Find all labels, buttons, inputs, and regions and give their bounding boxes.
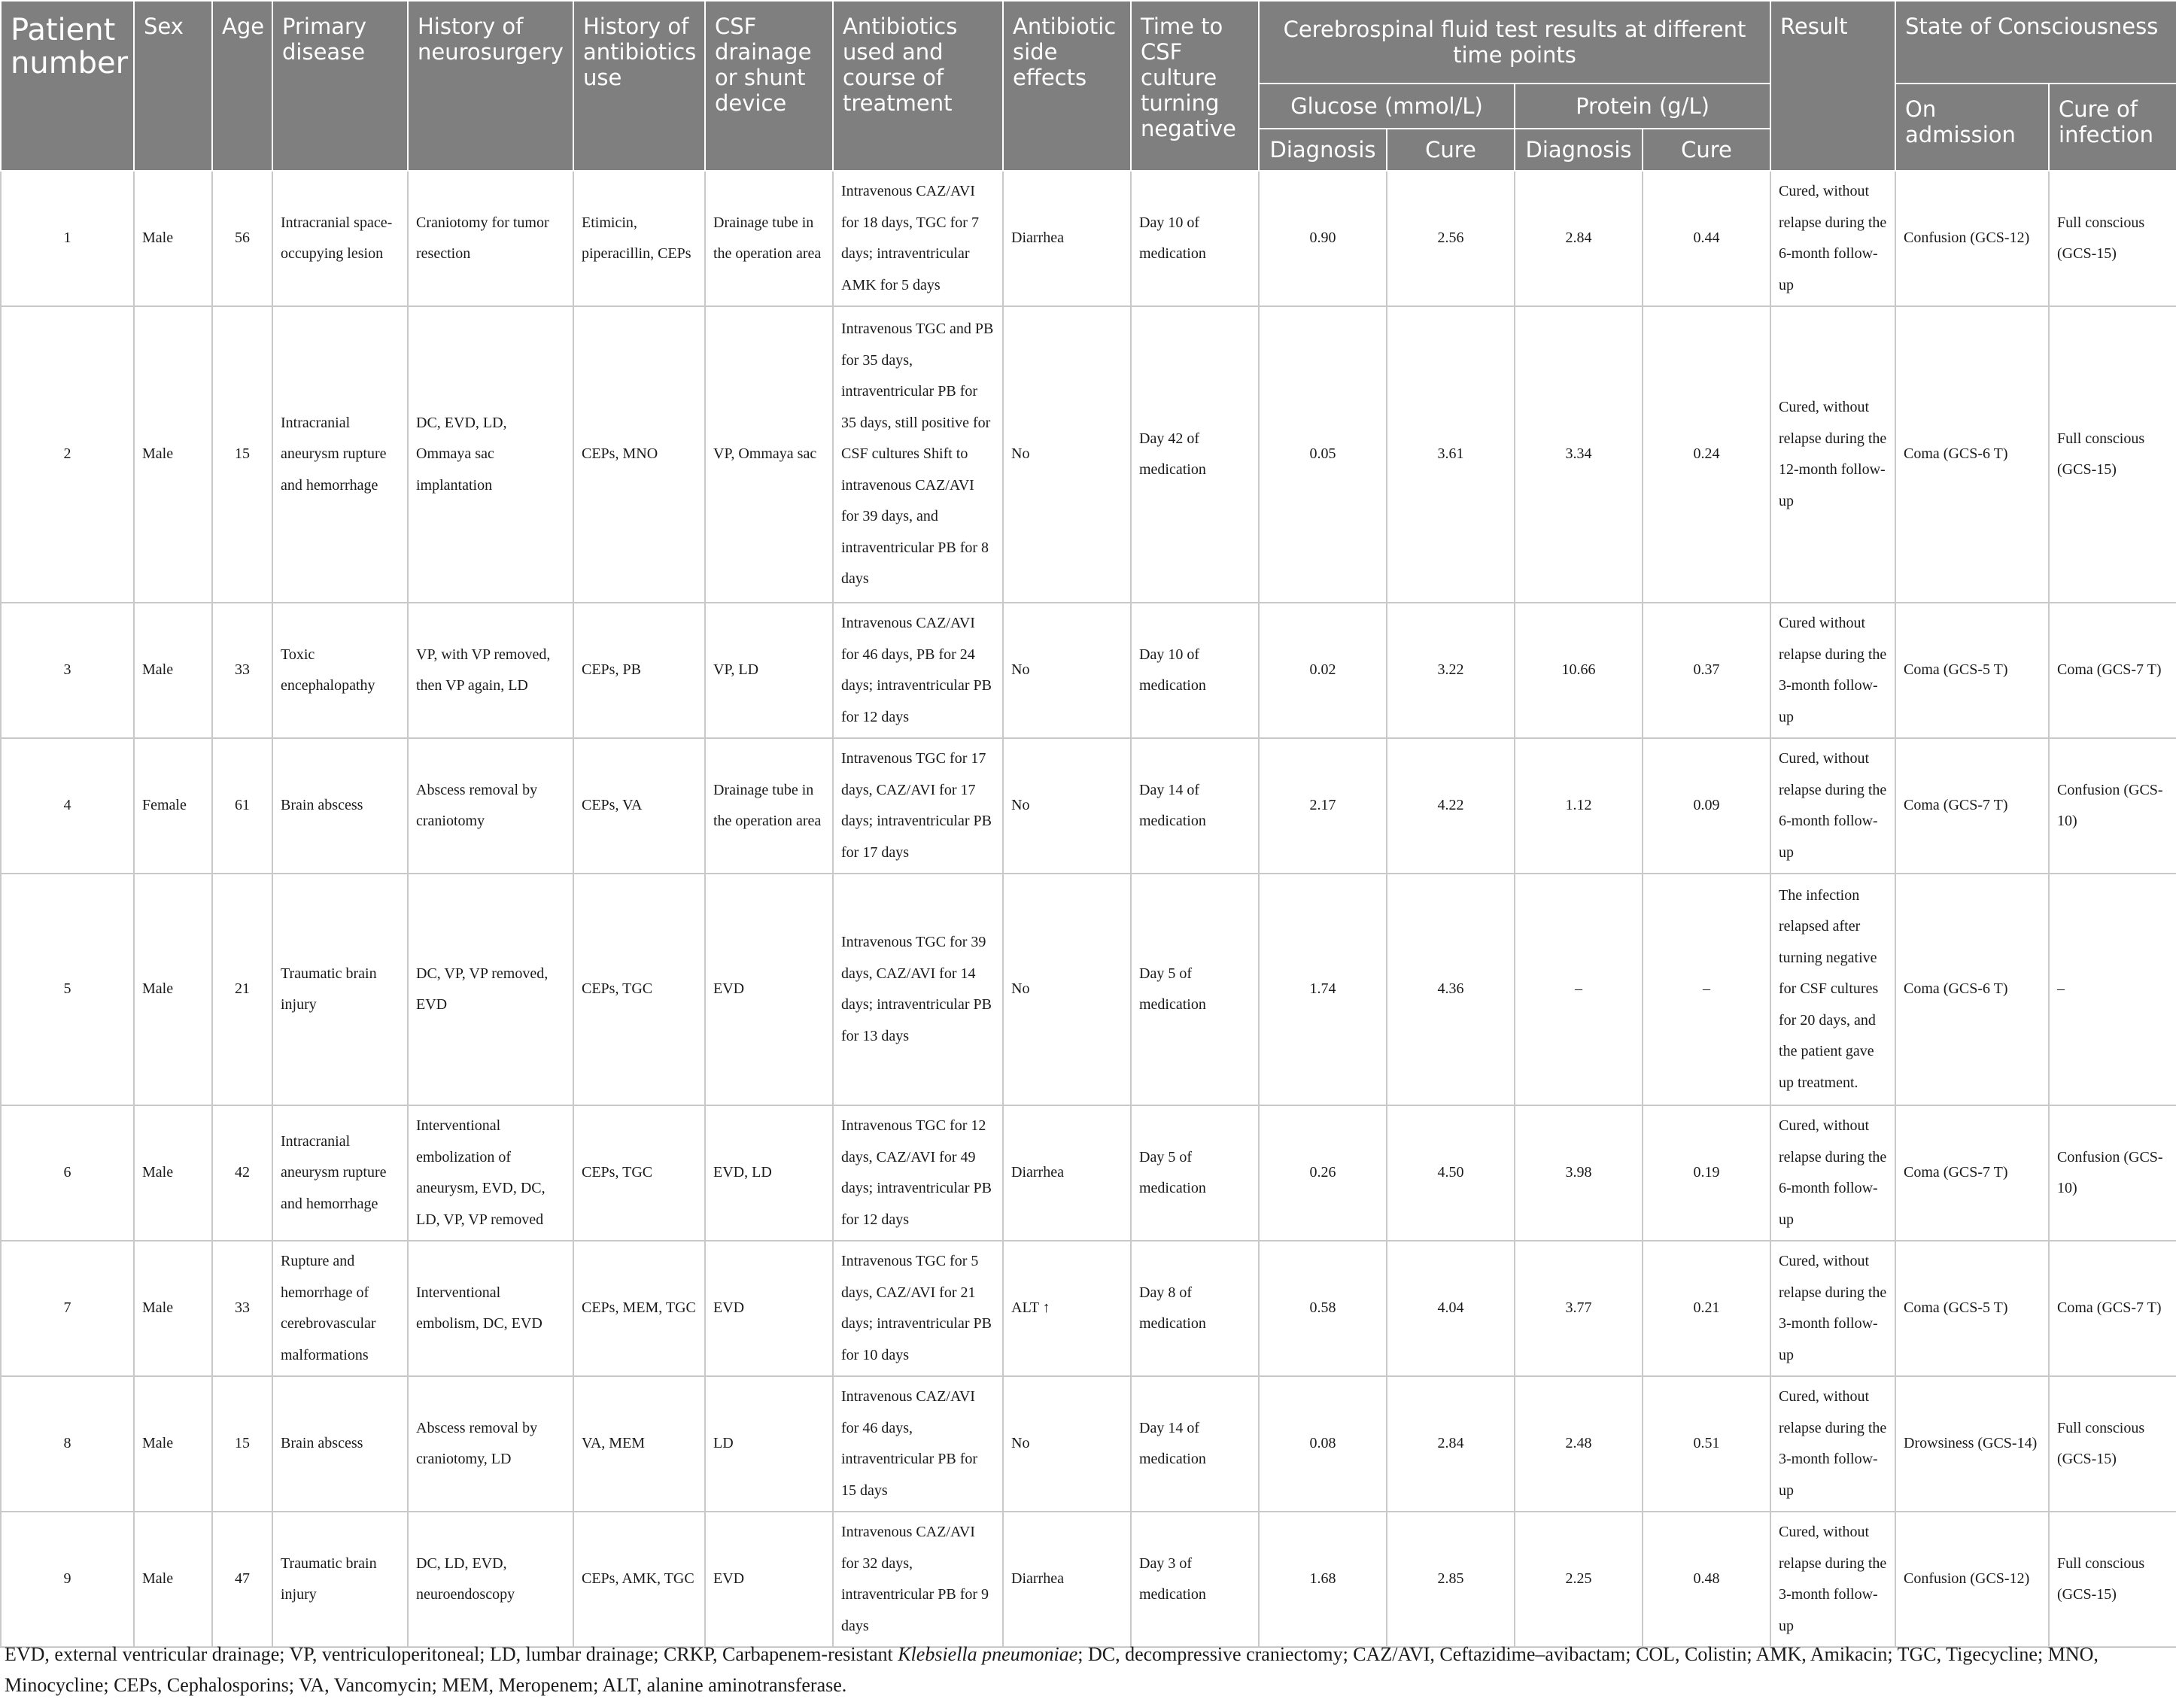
table-row — [1, 1376, 2176, 1512]
cell-neurosurgery-history: VP, with VP removed, then VP again, LD — [408, 603, 573, 738]
cell-patient-number: 8 — [1, 1376, 134, 1512]
cell-consciousness-admission: Confusion (GCS-12) — [1895, 171, 2049, 306]
cell-glucose-diagnosis: 0.08 — [1259, 1376, 1387, 1512]
cell-result: The infection relapsed after turning negative for CSF cultures for 20 days, and the patient gave up treatment. — [1770, 874, 1895, 1105]
header-primary-disease: Primary disease — [272, 1, 408, 171]
cell-consciousness-admission: Drowsiness (GCS-14) — [1895, 1376, 2049, 1512]
table-row — [1, 171, 2176, 306]
cell-protein-diagnosis: 1.12 — [1515, 738, 1643, 874]
cell-side-effects: Diarrhea — [1003, 1512, 1131, 1647]
cell-protein-diagnosis: – — [1515, 874, 1643, 1105]
header-patient-number: Patient number — [1, 1, 134, 171]
table-footnote — [0, 1639, 2171, 1700]
cell-sex: Male — [134, 1105, 212, 1241]
cell-primary-disease: Brain abscess — [272, 1376, 408, 1512]
header-protein-diagnosis: Diagnosis — [1515, 129, 1643, 171]
cell-protein-cure: 0.48 — [1643, 1512, 1770, 1647]
cell-antibiotics-course: Intravenous TGC for 12 days, CAZ/AVI for 49 days; intraventricular PB for 12 days — [833, 1105, 1003, 1241]
cell-glucose-cure: 4.04 — [1387, 1241, 1515, 1376]
cell-age: 47 — [212, 1512, 272, 1647]
cell-drainage-device: Drainage tube in the operation area — [705, 738, 833, 874]
cell-age: 42 — [212, 1105, 272, 1241]
cell-glucose-cure: 3.61 — [1387, 306, 1515, 603]
cell-antibiotics-history: VA, MEM — [573, 1376, 705, 1512]
header-antibiotics-course: Antibiotics used and course of treatment — [833, 1, 1003, 171]
cell-primary-disease: Intracranial aneurysm rupture and hemorrhage — [272, 1105, 408, 1241]
cell-patient-number: 2 — [1, 306, 134, 603]
cell-primary-disease: Intracranial aneurysm rupture and hemorrhage — [272, 306, 408, 603]
cell-consciousness-cure: Confusion (GCS-10) — [2049, 738, 2176, 874]
cell-protein-cure: 0.09 — [1643, 738, 1770, 874]
cell-antibiotics-course: Intravenous CAZ/AVI for 32 days, intraventricular PB for 9 days — [833, 1512, 1003, 1647]
header-on-admission: On admission — [1895, 84, 2049, 171]
cell-consciousness-cure: Full conscious (GCS-15) — [2049, 1512, 2176, 1647]
cell-drainage-device: VP, LD — [705, 603, 833, 738]
cell-sex: Male — [134, 1241, 212, 1376]
cell-antibiotics-history: Etimicin, piperacillin, CEPs — [573, 171, 705, 306]
cell-age: 15 — [212, 1376, 272, 1512]
cell-drainage-device: VP, Ommaya sac — [705, 306, 833, 603]
cell-glucose-cure: 4.22 — [1387, 738, 1515, 874]
cell-consciousness-cure: – — [2049, 874, 2176, 1105]
cell-drainage-device: EVD — [705, 874, 833, 1105]
header-protein-cure: Cure — [1643, 129, 1770, 171]
cell-protein-diagnosis: 2.84 — [1515, 171, 1643, 306]
table-row — [1, 603, 2176, 738]
cell-time-negative: Day 10 of medication — [1131, 171, 1259, 306]
header-sex: Sex — [134, 1, 212, 171]
cell-glucose-cure: 2.56 — [1387, 171, 1515, 306]
cell-patient-number: 1 — [1, 171, 134, 306]
cell-side-effects: No — [1003, 738, 1131, 874]
cell-protein-diagnosis: 3.77 — [1515, 1241, 1643, 1376]
cell-protein-diagnosis: 3.98 — [1515, 1105, 1643, 1241]
cell-protein-diagnosis: 2.48 — [1515, 1376, 1643, 1512]
cell-drainage-device: EVD — [705, 1512, 833, 1647]
cell-consciousness-admission: Coma (GCS-5 T) — [1895, 1241, 2049, 1376]
cell-sex: Male — [134, 1376, 212, 1512]
cell-age: 33 — [212, 603, 272, 738]
cell-antibiotics-course: Intravenous TGC for 17 days, CAZ/AVI for 17 days; intraventricular PB for 17 days — [833, 738, 1003, 874]
cell-result: Cured, without relapse during the 6-month follow-up — [1770, 1105, 1895, 1241]
table-header — [1, 1, 2176, 171]
header-side-effects: Antibiotic side effects — [1003, 1, 1131, 171]
footnote-italic-organism: Klebsiella pneumoniae — [898, 1643, 1078, 1665]
cell-result: Cured without relapse during the 3-month follow-up — [1770, 603, 1895, 738]
cell-primary-disease: Rupture and hemorrhage of cerebrovascular malformations — [272, 1241, 408, 1376]
cell-age: 33 — [212, 1241, 272, 1376]
cell-antibiotics-history: CEPs, MEM, TGC — [573, 1241, 705, 1376]
cell-drainage-device: Drainage tube in the operation area — [705, 171, 833, 306]
cell-glucose-diagnosis: 0.02 — [1259, 603, 1387, 738]
cell-time-negative: Day 42 of medication — [1131, 306, 1259, 603]
cell-consciousness-cure: Full conscious (GCS-15) — [2049, 1376, 2176, 1512]
cell-consciousness-cure: Confusion (GCS-10) — [2049, 1105, 2176, 1241]
cell-patient-number: 9 — [1, 1512, 134, 1647]
table-row — [1, 1241, 2176, 1376]
cell-glucose-diagnosis: 0.90 — [1259, 171, 1387, 306]
cell-time-negative: Day 3 of medication — [1131, 1512, 1259, 1647]
cell-primary-disease: Toxic encephalopathy — [272, 603, 408, 738]
header-csf-drainage: CSF drainage or shunt device — [705, 1, 833, 171]
header-cure-of-infection: Cure of infection — [2049, 84, 2176, 171]
cell-neurosurgery-history: DC, VP, VP removed, EVD — [408, 874, 573, 1105]
cell-sex: Male — [134, 874, 212, 1105]
cell-age: 56 — [212, 171, 272, 306]
cell-sex: Male — [134, 171, 212, 306]
cell-protein-cure: 0.51 — [1643, 1376, 1770, 1512]
cell-consciousness-cure: Coma (GCS-7 T) — [2049, 603, 2176, 738]
cell-consciousness-cure: Coma (GCS-7 T) — [2049, 1241, 2176, 1376]
table-row — [1, 874, 2176, 1105]
cell-protein-diagnosis: 2.25 — [1515, 1512, 1643, 1647]
cell-neurosurgery-history: Interventional embolization of aneurysm, EVD, DC, LD, VP, VP removed — [408, 1105, 573, 1241]
cell-consciousness-admission: Coma (GCS-5 T) — [1895, 603, 2049, 738]
cell-sex: Male — [134, 306, 212, 603]
cell-primary-disease: Traumatic brain injury — [272, 1512, 408, 1647]
cell-antibiotics-history: CEPs, PB — [573, 603, 705, 738]
cell-sex: Female — [134, 738, 212, 874]
cell-drainage-device: LD — [705, 1376, 833, 1512]
header-csf-results: Cerebrospinal fluid test results at different time points — [1259, 1, 1770, 84]
cell-neurosurgery-history: Abscess removal by craniotomy, LD — [408, 1376, 573, 1512]
table-row — [1, 1512, 2176, 1647]
cell-consciousness-admission: Coma (GCS-6 T) — [1895, 874, 2049, 1105]
cell-antibiotics-history: CEPs, TGC — [573, 874, 705, 1105]
cell-protein-cure: 0.21 — [1643, 1241, 1770, 1376]
cell-neurosurgery-history: DC, EVD, LD, Ommaya sac implantation — [408, 306, 573, 603]
cell-time-negative: Day 5 of medication — [1131, 874, 1259, 1105]
cell-patient-number: 3 — [1, 603, 134, 738]
cell-antibiotics-course: Intravenous TGC for 39 days, CAZ/AVI for 14 days; intraventricular PB for 13 days — [833, 874, 1003, 1105]
cell-protein-cure: – — [1643, 874, 1770, 1105]
cell-side-effects: No — [1003, 603, 1131, 738]
cell-protein-cure: 0.44 — [1643, 171, 1770, 306]
cell-result: Cured, without relapse during the 3-month follow-up — [1770, 1376, 1895, 1512]
cell-time-negative: Day 8 of medication — [1131, 1241, 1259, 1376]
cell-drainage-device: EVD — [705, 1241, 833, 1376]
cell-glucose-diagnosis: 1.68 — [1259, 1512, 1387, 1647]
cell-side-effects: No — [1003, 306, 1131, 603]
cell-neurosurgery-history: Interventional embolism, DC, EVD — [408, 1241, 573, 1376]
cell-antibiotics-history: CEPs, TGC — [573, 1105, 705, 1241]
cell-neurosurgery-history: Abscess removal by craniotomy — [408, 738, 573, 874]
cell-glucose-diagnosis: 2.17 — [1259, 738, 1387, 874]
cell-neurosurgery-history: Craniotomy for tumor resection — [408, 171, 573, 306]
cell-time-negative: Day 14 of medication — [1131, 738, 1259, 874]
header-time-negative: Time to CSF culture turning negative — [1131, 1, 1259, 171]
cell-antibiotics-course: Intravenous CAZ/AVI for 18 days, TGC for 7 days; intraventricular AMK for 5 days — [833, 171, 1003, 306]
header-glucose: Glucose (mmol/L) — [1259, 84, 1515, 129]
header-history-antibiotics: History of antibiotics use — [573, 1, 705, 171]
cell-glucose-cure: 4.36 — [1387, 874, 1515, 1105]
cell-glucose-cure: 4.50 — [1387, 1105, 1515, 1241]
table-row — [1, 738, 2176, 874]
cell-result: Cured, without relapse during the 6-month follow-up — [1770, 738, 1895, 874]
cell-age: 61 — [212, 738, 272, 874]
cell-time-negative: Day 5 of medication — [1131, 1105, 1259, 1241]
cell-result: Cured, without relapse during the 3-month follow-up — [1770, 1512, 1895, 1647]
cell-antibiotics-course: Intravenous CAZ/AVI for 46 days, PB for 24 days; intraventricular PB for 12 days — [833, 603, 1003, 738]
cell-antibiotics-course: Intravenous CAZ/AVI for 46 days, intraventricular PB for 15 days — [833, 1376, 1003, 1512]
cell-sex: Male — [134, 603, 212, 738]
footnote-text-start: EVD, external ventricular drainage; VP, ventriculoperitoneal; LD, lumbar drainage; CRKP, Carbapenem-resistant — [5, 1643, 898, 1665]
cell-consciousness-admission: Coma (GCS-6 T) — [1895, 306, 2049, 603]
cell-antibiotics-history: CEPs, AMK, TGC — [573, 1512, 705, 1647]
cell-sex: Male — [134, 1512, 212, 1647]
cell-side-effects: No — [1003, 874, 1131, 1105]
cell-consciousness-cure: Full conscious (GCS-15) — [2049, 306, 2176, 603]
cell-antibiotics-course: Intravenous TGC for 5 days, CAZ/AVI for 21 days; intraventricular PB for 10 days — [833, 1241, 1003, 1376]
cell-patient-number: 5 — [1, 874, 134, 1105]
cell-antibiotics-history: CEPs, VA — [573, 738, 705, 874]
cell-antibiotics-history: CEPs, MNO — [573, 306, 705, 603]
cell-result: Cured, without relapse during the 12-month follow-up — [1770, 306, 1895, 603]
cell-patient-number: 6 — [1, 1105, 134, 1241]
cell-result: Cured, without relapse during the 6-month follow-up — [1770, 171, 1895, 306]
cell-side-effects: ALT ↑ — [1003, 1241, 1131, 1376]
cell-side-effects: No — [1003, 1376, 1131, 1512]
header-consciousness: State of Consciousness — [1895, 1, 2176, 84]
cell-protein-diagnosis: 3.34 — [1515, 306, 1643, 603]
footnote-text-end: ; DC, decompressive craniectomy; CAZ/AVI, Ceftazidime–avibactam; COL, Colistin; AMK, Amikacin; TGC, Tigecycline; MNO, Minocycline; CEPs, Cephalosporins; VA, Vancomycin; MEM, Meropenem; ALT, alanine aminotransferase. — [5, 1643, 2099, 1696]
header-history-neurosurgery: History of neurosurgery — [408, 1, 573, 171]
cell-age: 21 — [212, 874, 272, 1105]
table-row — [1, 306, 2176, 603]
cell-consciousness-cure: Full conscious (GCS-15) — [2049, 171, 2176, 306]
cell-protein-cure: 0.19 — [1643, 1105, 1770, 1241]
cell-protein-cure: 0.37 — [1643, 603, 1770, 738]
cell-glucose-diagnosis: 1.74 — [1259, 874, 1387, 1105]
cell-patient-number: 4 — [1, 738, 134, 874]
cell-consciousness-admission: Coma (GCS-7 T) — [1895, 1105, 2049, 1241]
cell-protein-diagnosis: 10.66 — [1515, 603, 1643, 738]
header-glucose-diagnosis: Diagnosis — [1259, 129, 1387, 171]
cell-neurosurgery-history: DC, LD, EVD, neuroendoscopy — [408, 1512, 573, 1647]
cell-consciousness-admission: Coma (GCS-7 T) — [1895, 738, 2049, 874]
cell-time-negative: Day 10 of medication — [1131, 603, 1259, 738]
cell-glucose-cure: 3.22 — [1387, 603, 1515, 738]
header-protein: Protein (g/L) — [1515, 84, 1770, 129]
cell-antibiotics-course: Intravenous TGC and PB for 35 days, intraventricular PB for 35 days, still positive for CSF cultures Shift to intravenous CAZ/AVI for 39 days, and intraventricular PB for 8 days — [833, 306, 1003, 603]
cell-side-effects: Diarrhea — [1003, 171, 1131, 306]
cell-primary-disease: Intracranial space-occupying lesion — [272, 171, 408, 306]
cell-age: 15 — [212, 306, 272, 603]
cell-glucose-cure: 2.85 — [1387, 1512, 1515, 1647]
cell-primary-disease: Brain abscess — [272, 738, 408, 874]
cell-glucose-diagnosis: 0.26 — [1259, 1105, 1387, 1241]
cell-protein-cure: 0.24 — [1643, 306, 1770, 603]
table-body — [1, 171, 2176, 1647]
cell-glucose-diagnosis: 0.05 — [1259, 306, 1387, 603]
cell-drainage-device: EVD, LD — [705, 1105, 833, 1241]
cell-glucose-diagnosis: 0.58 — [1259, 1241, 1387, 1376]
header-result: Result — [1770, 1, 1895, 171]
cell-primary-disease: Traumatic brain injury — [272, 874, 408, 1105]
header-glucose-cure: Cure — [1387, 129, 1515, 171]
cell-time-negative: Day 14 of medication — [1131, 1376, 1259, 1512]
cell-result: Cured, without relapse during the 3-month follow-up — [1770, 1241, 1895, 1376]
cell-patient-number: 7 — [1, 1241, 134, 1376]
cell-glucose-cure: 2.84 — [1387, 1376, 1515, 1512]
header-age: Age — [212, 1, 272, 171]
cell-side-effects: Diarrhea — [1003, 1105, 1131, 1241]
cell-consciousness-admission: Confusion (GCS-12) — [1895, 1512, 2049, 1647]
table-row — [1, 1105, 2176, 1241]
